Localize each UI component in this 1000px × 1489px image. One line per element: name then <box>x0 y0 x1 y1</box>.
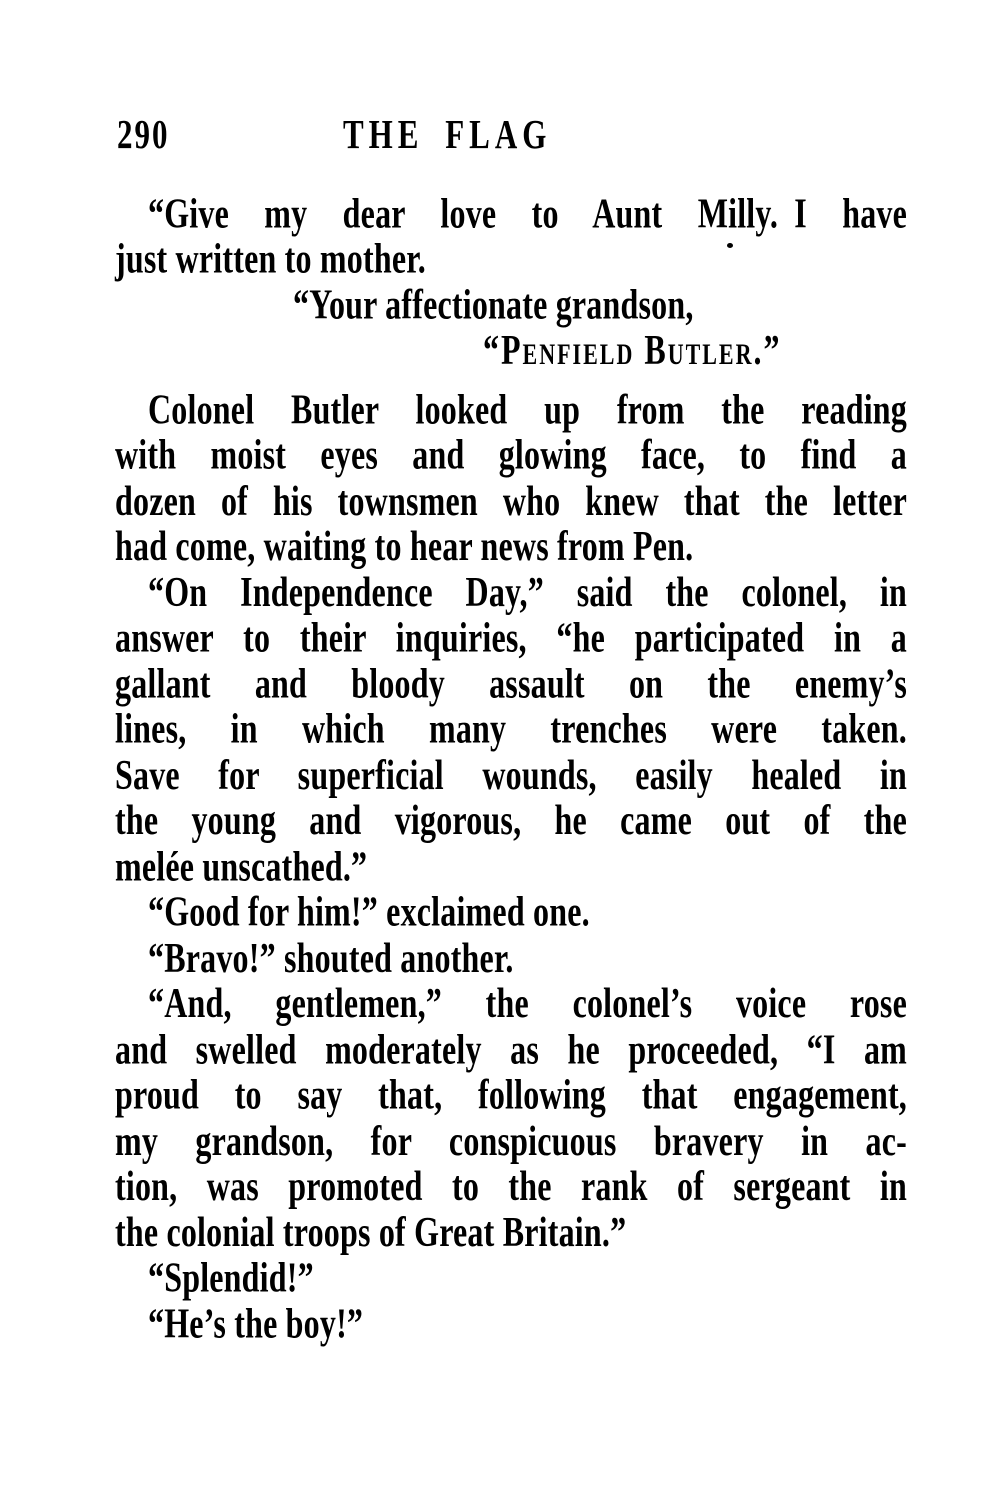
text-line: dozen of his townsmen who knew that the letter <box>115 475 907 524</box>
text-line: just written to mother. <box>115 233 426 282</box>
text-line: lines, in which many trenches were taken. <box>115 704 907 752</box>
ink-speck <box>727 243 733 248</box>
text-line: Save for superficial wounds, easily healed in <box>115 749 907 798</box>
paragraph <box>115 386 907 569</box>
text-line: “He’s the boy!” <box>148 1298 364 1347</box>
text-line: “Splendid!” <box>148 1252 314 1301</box>
text-line: tion, was promoted to the rank of sergeant in <box>115 1161 907 1210</box>
text-line: the young and vigorous, he came out of the <box>115 795 907 844</box>
paragraph <box>115 568 907 888</box>
text-line: answer to their inquiries, “he participated in a <box>115 612 907 661</box>
text-line: “On Independence Day,” said the colonel, in <box>148 567 907 615</box>
text-line: the colonial troops of Great Britain.” <box>115 1207 627 1255</box>
text-line: and swelled moderately as he proceeded, “I am <box>115 1024 907 1072</box>
text-line: “Your affectionate grandson, <box>293 279 694 328</box>
text-line: gallant and bloody assault on the enemy’s <box>115 658 907 707</box>
paragraph <box>115 934 907 980</box>
signature-line: “Penfield Butler.” <box>483 325 782 374</box>
text-line: “Bravo!” shouted another. <box>148 932 514 981</box>
text-line: melée unscathed.” <box>115 841 368 890</box>
text-line: with moist eyes and glowing face, to find a <box>115 430 907 478</box>
page-number: 290 <box>117 110 170 158</box>
paragraph <box>115 980 907 1254</box>
paragraph <box>115 1300 907 1346</box>
running-title: THE FLAG <box>343 110 552 158</box>
text-line: had come, waiting to hear news from Pen. <box>115 521 694 570</box>
text-line: “Good for him!” exclaimed one. <box>148 887 590 935</box>
paragraph <box>115 888 907 934</box>
text-line: my grandson, for conspicuous bravery in ac- <box>115 1115 907 1164</box>
text-line: “Give my dear love to Aunt Milly. I have <box>148 188 907 236</box>
paragraph-letter-closing <box>115 190 907 373</box>
paragraph <box>115 1254 907 1300</box>
text-line: “And, gentlemen,” the colonel’s voice rose <box>148 978 907 1027</box>
text-line: Colonel Butler looked up from the reading <box>148 384 907 432</box>
page-text-column <box>115 112 907 1346</box>
page-header <box>115 112 907 158</box>
text-line: proud to say that, following that engagement, <box>115 1069 907 1118</box>
